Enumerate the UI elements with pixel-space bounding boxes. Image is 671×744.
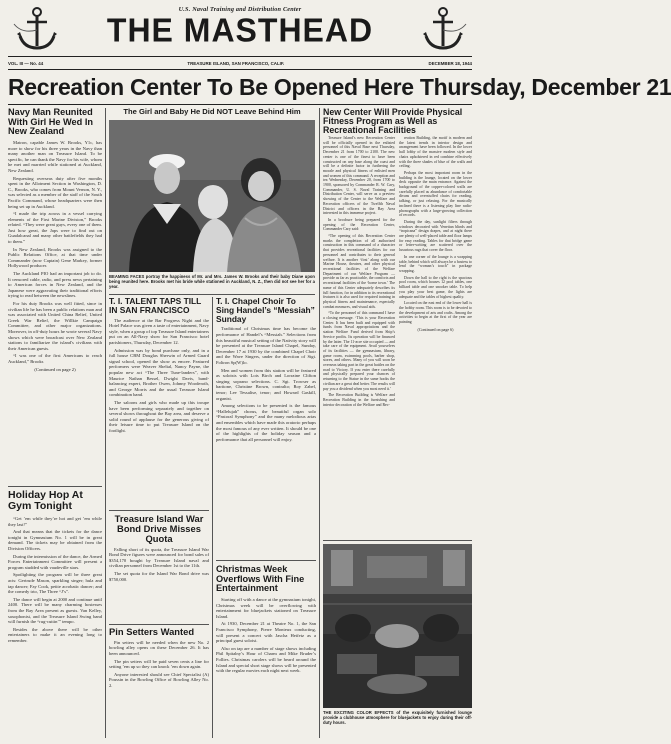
- divider: [109, 510, 209, 511]
- paragraph: In a brochure being prepared for the opening of the Recreation Center, Commander Cary said:: [323, 217, 395, 232]
- headline: T. I. Chapel Choir To Sing Handel’s “Messiah” Sunday: [216, 296, 315, 324]
- headline: Holiday Hop At Gym Tonight: [8, 489, 83, 513]
- paragraph: And that means that the tickets for the dance tonight in Gymnasium No. 1 will be in great demand. The tickets may be obtained from the Division Officers.: [8, 529, 102, 551]
- paragraph: Pin setters will be needed when the new No. 2 bowling alley opens on these December 26. It has been announced.: [109, 639, 209, 657]
- divider: [323, 540, 472, 541]
- photo-caption: THE EXCITING COLOR EFFECTS of the exquisitely furnished lounge provide a clubhouse atmosphere for bluejackets to enjoy during their off-duty hours.: [323, 710, 472, 726]
- article-body: [109, 547, 209, 583]
- divider: [109, 624, 209, 625]
- column-rule: [212, 297, 213, 738]
- article-new-center: [323, 108, 472, 139]
- paragraph: Among selections to be presented is the famous “Hallelujah” chorus, the beautiful organ solo “Pastoral Symphony” and the many melodious arias and ensembles which have made this oratorio perhaps the most famous of any ever written. It should be one of the highlights of the holiday season and a performance that all personnel will enjoy.: [216, 403, 316, 442]
- column-rule: [319, 108, 320, 738]
- paragraph: Also on tap are a number of stage shows including Phil Spitalny’s Hour of Charm and Mike Bruder’s Follies. Christmas carolers will be heard around the Island and special short stage shows will be presented with the regular movies each night next week.: [216, 645, 316, 674]
- newspaper-page: [8, 0, 671, 744]
- photo-family-image: [109, 120, 315, 272]
- paragraph: In one corner of the lounge is a wrapping table, behind which will always be a hostess to lend the “woman’s touch” in package wrapping.: [399, 254, 472, 273]
- paragraph: Located on the east end of the lower hall is the hobby room. This room is to be devoted to the development of arts and crafts. Among the activities to begin at the first of the year are painting: [399, 301, 472, 325]
- paragraph: During the day, sunlight filters through windows decorated with Venetian blinds and “tropicana” design drapes, and at night there are plenty of well-placed table and floor lamps for easy reading. Tables for that bridge game or letter-writing are scattered over the luxurious rugs that cover the floor.: [399, 219, 472, 253]
- photo-lounge-image: [323, 544, 472, 708]
- paragraph: At 1930, December 21 at Theatre No. 1, the San Francisco Symphony, Pierre Monteux conducting, will present a concert with Jascha Heifetz as a principal guest soloist.: [216, 621, 316, 644]
- article-body: [216, 597, 316, 674]
- paragraph: “The opening of this Recreation Center marks the completion of all authorized construction in this command of a character that provides recreational facilities for our personnel and contributes to their general welfare. It is another ‘first’ along with our Marine House, theatres, and other physical recreational facilities of the Welfare Department of our Welfare Program — provide as far as practicable, the comforts and recreational facilities of the ‘home town.’ The name of this Center adequately describes its full function, for in addition to its recreational features it is also used for required training in physical fitness and maintenance, especially combat measures, and visual aids.: [323, 234, 395, 309]
- paragraph: The dance will begin at 2000 and continue until 2400. There will be many charming hostesses from the Bay Area present as guests. Van Kelley, saxophonist, and the Treasure Island Swing band will furnish the “rug-cuttin’” tempo.: [8, 596, 102, 625]
- paragraph: The Auckland PIO had an important job to do. It censored cable, radio, and press news pertaining to American forces in New Zealand, and the Japanese were aggravating their traditional efforts trying to read between the newslines.: [8, 271, 102, 299]
- divider: [8, 69, 472, 70]
- article-war-bond: [109, 514, 209, 584]
- article-body: [8, 516, 102, 643]
- article-body: [109, 640, 209, 689]
- headline: Pin Setters Wanted: [109, 626, 195, 637]
- paragraph: Men and women from this station will be featured as soloists with Lois Birch and Lorraine Clifton singing soprano selections. C. Sgt. Trowser as baritone, Christine Brown, contralto; Roy Zabel, tenor; Lee Tessalise, tenor; and Howard Gaskill, organist.: [216, 367, 316, 401]
- photo-caption: BEAMING FACES portray the happiness of Mr. and Mrs. James W. Brooks and their baby Diane upon being reunited here. Brooks met his bride while stationed in Auckland, N. Z., then did not see her for a year.: [109, 274, 315, 290]
- article-girl-baby: [109, 108, 315, 119]
- headline: The Girl and Baby He Did NOT Leave Behind Him: [123, 107, 301, 116]
- paragraph: For his duty Brooks was well fitted, since in civilian life he has been a public relations man and was associated with United China Relief, United Greek War Relief, the Willkie Campaign Committee, and other major organizations. Moreover, in off-duty hours he wrote several Navy shows which were broadcast over New Zealand stations to familiarize the island's civilians with their American guests.: [8, 301, 102, 351]
- paragraph: reation Building, the motif is modern and the latest trends in interior design and arrangement have been followed. In the lower hall lobby of the massive modern style and chairs upholstered in red combine effectively with the three shades of blue of the walls and ceiling.: [399, 136, 472, 169]
- column-rule: [105, 108, 106, 738]
- paragraph: Requesting overseas duty after five months spent in the Allotment Section in Washington, D. C., Brooks, who comes from Mount Vernon, N. Y., was selected as a member of the staff of the South Pacific Command, whose headquarters were then being set up in Auckland.: [8, 175, 102, 209]
- divider: [109, 294, 315, 295]
- article-body: [216, 326, 316, 442]
- paragraph: Matron, capable James W. Brooks, Y1c, has more to show for his three years in the Navy than many another man on Treasure Island. To be specific, he can thank the Navy for his wife, whom he met and married while stationed at Auckland, New Zealand.: [8, 139, 102, 173]
- paragraph: Down the hall to the right is the spacious pool room, which houses 12 pool tables, one billiard table and one snooker table. To help you play your best game, the lights are adequate and the tables of highest quality.: [399, 275, 472, 299]
- divider: [8, 486, 102, 487]
- paragraph: Starting off with a dance at the gymnasium tonight, Christmas week will be overflowing with entertainment for bluejackets stationed on Treasure Island.: [216, 596, 316, 619]
- paragraph: In New Zealand, Brooks was assigned to the Public Relations Office, at that time under Commander (now Captain) Gene Markey, former Hollywood producer.: [8, 246, 102, 269]
- article-body: [323, 136, 395, 407]
- masthead-subtitle: U.S. Naval Training and Distribution Center: [178, 6, 302, 13]
- paragraph: Spotlighting the program will be three great acts: Gertrude Mason, sparkling singer; hula and tap dancer; Fay Cook, petite acrobatic dancer; and the comedy trio, The Three “J’s”.: [8, 572, 102, 595]
- article-pin-setters: [109, 627, 209, 691]
- paragraph: “Get ’em while they’re hot and get ’em while they last!”: [8, 516, 102, 527]
- paragraph: The saloons and girls who made up this troupe have been performing separately and together on several shows throughout the Bay area, and deserve a solid round of applause for the generous giving of their leisure time to put Treasure Island on the footlight.: [109, 399, 209, 433]
- headline: T. I. TALENT TAPS TILL IN SAN FRANCISCO: [109, 296, 202, 315]
- article-talent-taps: [109, 297, 209, 436]
- paragraph: The set quota for the Island War Bond drive was $750,000.: [109, 571, 209, 582]
- divider: [8, 104, 472, 105]
- paragraph: Traditional of Christmas time has become the performance of Handel’s “Messiah.” Selections from this beautiful musical setting of the Nativity story will be presented at the Treasure Island Chapel, Sunday, December 17 at 1930 by the combined Chapel Choir and the Wave Singers, under the direction of Sigt. Foltron Sp(W)lo.: [216, 326, 316, 365]
- volume-number: VOL. III — No. 44: [8, 60, 44, 66]
- continued-note: (Continued on page 6): [417, 326, 454, 332]
- paragraph: The audience at the Bar Progress Night and the Hotel Palace was given a taste of entertainment, Navy style, when a group of top Treasure Island entertainers put on an All-Navy show for San Francisco hotel parishioners, Thursday, December 12.: [109, 317, 209, 345]
- paragraph: The pin setters will be paid seven cents a line for setting ’em up so they can knock ’em down again.: [109, 658, 209, 670]
- headline: Navy Man Reunited With Girl He Wed In New Zealand: [8, 107, 93, 137]
- photo-family: [109, 120, 315, 272]
- article-christmas-week: [216, 565, 316, 676]
- divider: [8, 56, 472, 57]
- article-new-center-col1: [323, 136, 395, 536]
- location: TREASURE ISLAND, SAN FRANCISCO, CALIF.: [187, 60, 285, 66]
- article-navy-man: [8, 108, 102, 372]
- issue-date: DECEMBER 18, 1944: [428, 60, 472, 66]
- paragraph: Admission was by bond purchase only, and in a full house CBM Douglas Sherwin of Armed Guard signal school, opened the show as emcee. Featured performers were Weaver Sheltal, Nancy Payne, the popular new act “The Three Tune-landers”, with Maurice Nathan Bessel, Dwight Davis, band-balancing expert, Brother Owen, Johnny Wooderoth, and George Morris and the usual Treasure Island combination band.: [109, 347, 209, 398]
- masthead-title: THE MASTHEAD: [106, 11, 374, 49]
- article-new-center-col2: [399, 136, 472, 536]
- article-body: [8, 140, 102, 365]
- paragraph: Anyone interested should see Chief Specialist (A) Poussin in the Bowling Office of Bowling Alley No. 2.: [109, 671, 209, 689]
- continued-note: (Continued on page 2): [34, 366, 76, 372]
- headline: New Center Will Provide Physical Fitness Program as Well as Recreational Facilities: [323, 107, 463, 136]
- masthead: [8, 0, 472, 56]
- article-body: [109, 318, 209, 434]
- paragraph: Treasure Island’s new Recreation Center will be officially opened in the enlisted personnel of this Naval Base next Thursday, December 21 from 1700 to 2100. The new center is one of the finest to have been constructed on any base along the coast and will be a definite factor in furthering the morale and physical fitness of enlisted men and women of this command. A reception and tea Wednesday, December 20, from 1700 to 1900, sponsored by Commander R. W. Cary, Commander, U. S. Naval Training and Distribution Center, will serve as a preview showing of the Center to the Welfare and Recreation officers of the Twelfth Naval District and officers in the Bay Area interested in this immense project.: [323, 136, 395, 216]
- paragraph: “I made the trip across in a vessel carrying elements of the First Marine Division,” Brooks related. “They were great guys, every one of them. Just how great, the Japs were to find out on Guadalcanal and many other battlefields they had to them.”: [8, 211, 102, 245]
- article-body: [399, 136, 472, 325]
- volume-line: [8, 58, 472, 68]
- paragraph: Besides the above there will be other entertainers to make it an evening long to remember.: [8, 626, 102, 643]
- banner-headline: Recreation Center To Be Opened Here Thursday, December 21: [8, 74, 671, 100]
- paragraph: “To the personnel of this command I have a closing message. ‘This is your Recreation Center. It has been built and equipped with funds from Naval appropriations and the station Welfare Fund derived from Ship’s Service profits. Its operation will be financed by the latter. The 11-acre site occupied — and take care of the equipment. Avail yourselves of its facilities — the gymnasium, library, game room, swimming pools, barber shop, stores, and others. Many of you will soon be overseas taking part in the great battles on the road to Victory. If you enter there carefully and physically prepared your chances of returning to the Statue in the same hooks the civilian are a great deal better. The results will pay you a dividend when you most need it.’: [323, 311, 395, 391]
- headline: Christmas Week Overflows With Fine Entertainment: [216, 564, 305, 594]
- paragraph: During the intermission of the dance, the Armed Forces Entertainment Committee will present a program studded with vaudeville stars.: [8, 553, 102, 570]
- paragraph: The Recreation Building is Welfare and Recreation Building in the furnishing and interior decoration of the Welfare and Rec-: [323, 393, 395, 407]
- headline: Treasure Island War Bond Drive Misses Quota: [114, 513, 204, 544]
- paragraph: Perhaps the most important room in the building is the lounge, located on the lower deck opposite the main entrance. Against the background of the copper-colored walls are carefully placed as abundance of comfortable divans and overstuffed chairs for reading, talking, or just relaxing. For the musically inclined there is a listening play line radio-phonographs with a large-growing collection of records.: [399, 170, 472, 218]
- article-holiday-hop: [8, 490, 102, 646]
- paragraph: “I was one of the first Americans to reach Auckland,” Brooks: [8, 353, 102, 364]
- article-chapel-choir: [216, 297, 316, 444]
- paragraph: Falling short of its quota, the Treasure Island War Bond Drive figures were announced for bond sales of $354,170 bought by Treasure Island naval and civilian personnel from December 1st to the 11th.: [109, 546, 209, 569]
- photo-lounge: [323, 544, 472, 708]
- divider: [216, 560, 316, 561]
